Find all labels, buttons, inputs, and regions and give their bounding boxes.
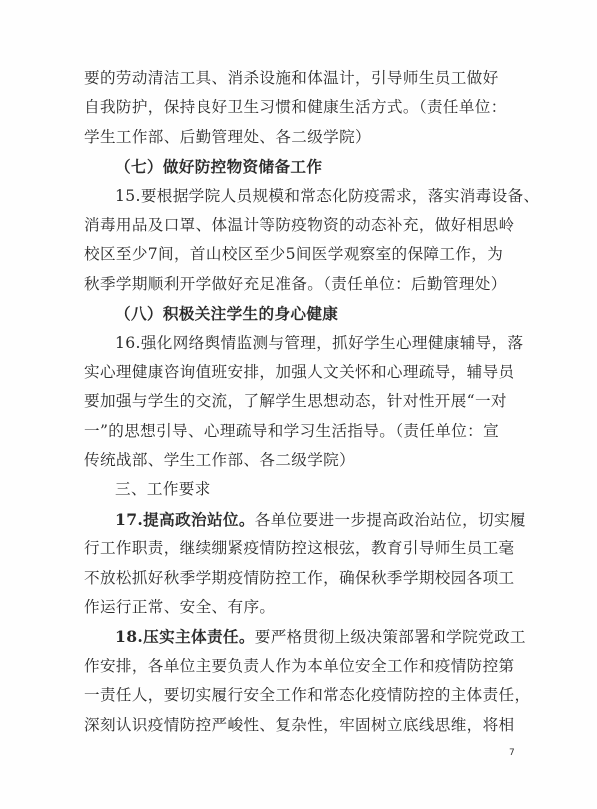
- line-text: 实心理健康咨询值班安排，加强人文关怀和心理疏导，辅导员: [84, 362, 515, 381]
- line-text: 校区至少7间，首山校区至少5间医学观察室的保障工作，为: [84, 245, 504, 264]
- text-line: [84, 182, 540, 211]
- line-text: 作安排，各单位主要负责人作为本单位安全工作和疫情防控第: [84, 656, 515, 675]
- line-text: 一”的思想引导、心理疏导和学习生活指导。（责任单位：宣: [84, 421, 500, 440]
- text-line: [84, 446, 524, 475]
- text-line: [84, 534, 524, 563]
- text-line: [84, 622, 524, 651]
- text-line: [84, 505, 524, 534]
- line-text: 16.强化网络舆情监测与管理，抓好学生心理健康辅导，落: [115, 333, 524, 352]
- line-text: 秋季学期顺利开学做好充足准备。（责任单位：后勤管理处）: [84, 274, 507, 293]
- text-line: [84, 240, 524, 269]
- line-text: 各单位要进一步提高政治站位，切实履: [254, 510, 526, 529]
- line-text: 要的劳动清洁工具、消杀设施和体温计，引导师生员工做好: [84, 69, 499, 87]
- text-line: [84, 211, 524, 240]
- section-heading: [84, 152, 524, 181]
- page-number: 7: [509, 748, 515, 758]
- line-text: 行工作职责，继续绷紧疫情防控这根弦，教育引导师生员工毫: [84, 539, 515, 558]
- text-line: [84, 475, 524, 504]
- line-text: 不放松抓好秋季学期疫情防控工作，确保秋季学期校园各项工: [84, 568, 515, 587]
- text-line: [84, 593, 524, 622]
- text-line: [84, 64, 524, 93]
- document-body: [84, 64, 540, 740]
- line-text: 一责任人，要切实履行安全工作和常态化疫情防控的主体责任，: [84, 686, 531, 705]
- text-line: [84, 652, 524, 681]
- line-text: 消毒用品及口罩、体温计等防疫物资的动态补充，做好相思岭: [84, 215, 515, 234]
- line-text: 作运行正常、安全、有序。: [84, 598, 276, 617]
- text-line: [84, 270, 524, 299]
- text-line: [84, 93, 524, 122]
- line-text: 要加强与学生的交流，了解学生思想动态，针对性开展“一对: [84, 392, 507, 411]
- line-text: （八）积极关注学生的身心健康: [115, 304, 339, 324]
- text-line: [84, 123, 524, 152]
- text-line: [84, 417, 524, 446]
- item-title: 17.提高政治站位。: [115, 509, 255, 529]
- section-heading: [84, 299, 524, 328]
- line-text: 传统战部、学生工作部、各二级学院）: [84, 451, 356, 470]
- text-line: [84, 711, 524, 740]
- text-line: [84, 387, 524, 416]
- line-text: 三、工作要求: [115, 480, 211, 499]
- text-line: [84, 358, 524, 387]
- line-text: （七）做好防控物资储备工作: [115, 157, 323, 177]
- line-text: 15.要根据学院人员规模和常态化防疫需求，落实消毒设备、: [115, 186, 540, 205]
- text-line: [84, 681, 531, 710]
- text-line: [84, 329, 524, 358]
- item-title: 18.压实主体责任。: [115, 627, 255, 647]
- line-text: 要严格贯彻上级决策部署和学院党政工: [254, 628, 526, 647]
- line-text: 学生工作部、后勤管理处、各二级学院）: [84, 127, 371, 146]
- line-text: 深刻认识疫情防控严峻性、复杂性，牢固树立底线思维，将相: [84, 715, 515, 734]
- text-line: [84, 564, 524, 593]
- line-text: 自我防护，保持良好卫生习惯和健康生活方式。（责任单位：: [84, 98, 507, 117]
